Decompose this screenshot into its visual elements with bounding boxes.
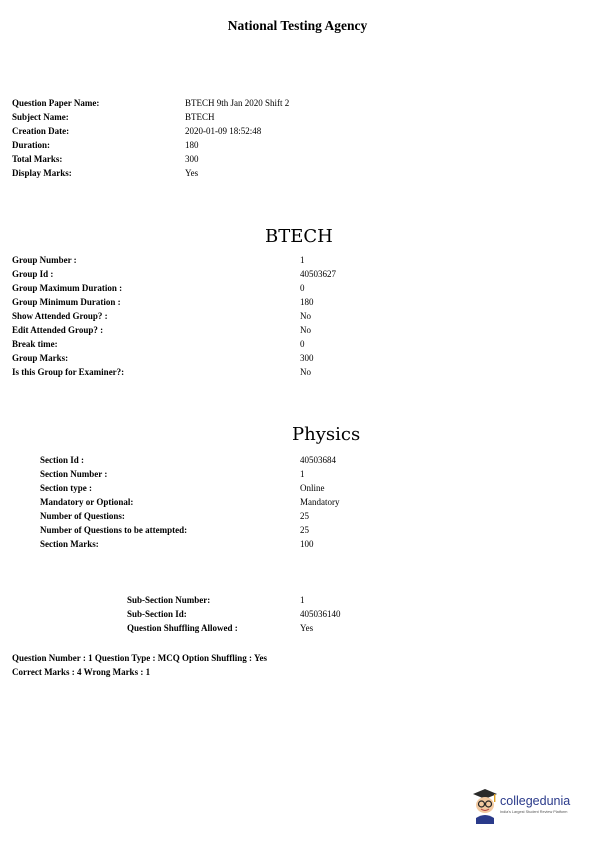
subsection-row (127, 593, 567, 607)
group-row (12, 267, 572, 281)
group-value: No (300, 367, 311, 377)
group-heading: BTECH (265, 226, 333, 247)
group-row (12, 309, 572, 323)
section-value: 25 (300, 525, 309, 535)
section-label: Section type : (40, 483, 92, 493)
subsection-row (127, 607, 567, 621)
subsection-label: Question Shuffling Allowed : (127, 623, 238, 633)
group-value: 0 (300, 283, 305, 293)
group-info (12, 253, 572, 379)
info-label: Creation Date: (12, 126, 70, 136)
subsection-value: 1 (300, 595, 305, 605)
info-row (12, 138, 572, 152)
info-value: BTECH (185, 112, 215, 122)
info-value: 300 (185, 154, 199, 164)
group-row (12, 253, 572, 267)
section-value: 100 (300, 539, 314, 549)
section-row (40, 537, 570, 551)
section-label: Section Id : (40, 455, 85, 465)
info-value: Yes (185, 168, 199, 178)
section-value: 40503684 (300, 455, 336, 465)
info-value: 2020-01-09 18:52:48 (185, 126, 262, 136)
section-row (40, 453, 570, 467)
group-label: Is this Group for Examiner?: (12, 367, 125, 377)
section-row (40, 509, 570, 523)
group-row (12, 351, 572, 365)
group-label: Group Minimum Duration : (12, 297, 121, 307)
info-label: Total Marks: (12, 154, 63, 164)
group-label: Group Number : (12, 255, 77, 265)
group-label: Edit Attended Group? : (12, 325, 104, 335)
info-label: Question Paper Name: (12, 98, 100, 108)
info-row (12, 110, 572, 124)
collegedunia-logo (470, 788, 588, 824)
section-heading: Physics (292, 424, 361, 445)
page-title: National Testing Agency (227, 18, 368, 33)
subsection-value: Yes (300, 623, 314, 633)
group-label: Group Id : (12, 269, 54, 279)
group-value: 180 (300, 297, 314, 307)
info-value: 180 (185, 140, 199, 150)
group-label: Group Maximum Duration : (12, 283, 123, 293)
group-label: Break time: (12, 339, 58, 349)
section-label: Section Marks: (40, 539, 99, 549)
group-value: 0 (300, 339, 305, 349)
group-row (12, 365, 572, 379)
section-value: Mandatory (300, 497, 340, 507)
logo-brand: collegedunia (500, 794, 571, 808)
group-label: Group Marks: (12, 353, 69, 363)
group-value: 1 (300, 255, 305, 265)
section-label: Number of Questions to be attempted: (40, 525, 188, 535)
info-label: Subject Name: (12, 112, 69, 122)
paper-info (12, 96, 572, 180)
section-row (40, 481, 570, 495)
student-mascot-icon (470, 788, 500, 824)
section-value: Online (300, 483, 325, 493)
subsection-value: 405036140 (300, 609, 341, 619)
subsection-row (127, 621, 567, 635)
section-row (40, 495, 570, 509)
subsection-info (127, 593, 567, 635)
subsection-label: Sub-Section Number: (127, 595, 211, 605)
section-value: 1 (300, 469, 305, 479)
group-value: No (300, 311, 311, 321)
logo-tagline: India's Largest Student Review Platform (500, 810, 568, 814)
info-row (12, 124, 572, 138)
group-row (12, 281, 572, 295)
group-label: Show Attended Group? : (12, 311, 108, 321)
group-row (12, 337, 572, 351)
section-info (40, 453, 570, 551)
group-value: 40503627 (300, 269, 336, 279)
section-label: Number of Questions: (40, 511, 125, 521)
group-row (12, 295, 572, 309)
info-row (12, 152, 572, 166)
group-row (12, 323, 572, 337)
section-row (40, 467, 570, 481)
marks-meta-line: Correct Marks : 4 Wrong Marks : 1 (12, 667, 151, 677)
info-value: BTECH 9th Jan 2020 Shift 2 (185, 98, 290, 108)
info-row (12, 166, 572, 180)
section-row (40, 523, 570, 537)
subsection-label: Sub-Section Id: (127, 609, 187, 619)
section-value: 25 (300, 511, 309, 521)
info-label: Duration: (12, 140, 50, 150)
group-value: 300 (300, 353, 314, 363)
info-label: Display Marks: (12, 168, 72, 178)
question-meta-line: Question Number : 1 Question Type : MCQ Option Shuffling : Yes (12, 653, 267, 663)
section-label: Mandatory or Optional: (40, 497, 134, 507)
section-label: Section Number : (40, 469, 108, 479)
info-row (12, 96, 572, 110)
group-value: No (300, 325, 311, 335)
